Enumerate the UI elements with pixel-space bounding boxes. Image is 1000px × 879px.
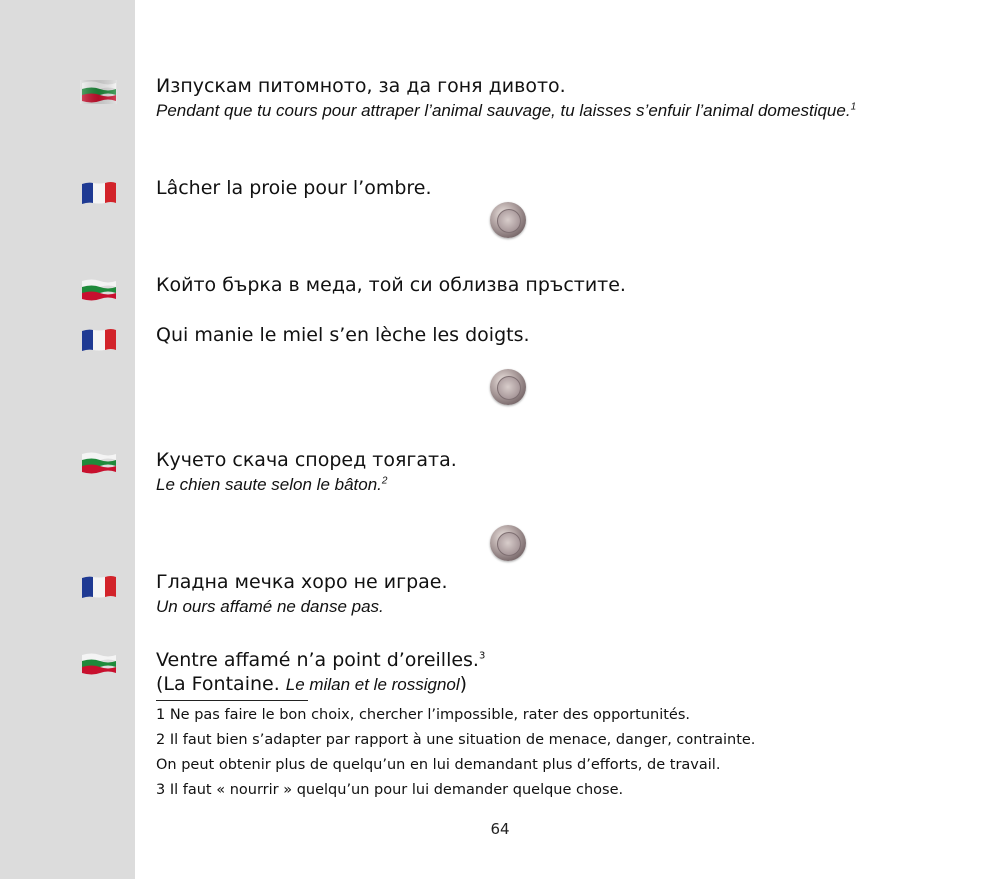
footnote-2: 2 Il faut bien s’adapter par rapport à une situation de menace, danger, contrainte. — [156, 732, 756, 748]
page-margin-band — [0, 0, 135, 879]
proverb-entry-4 — [156, 323, 876, 347]
footnote-1: 1 Ne pas faire le bon choix, chercher l’impossible, rater des opportunités. — [156, 707, 690, 723]
source-author: (La Fontaine. — [156, 673, 280, 695]
proverb-text: Ventre affamé n’a point d’oreilles.$^3$ — [156, 649, 486, 671]
coin-ornament-icon — [490, 369, 526, 405]
proverb-entry-3 — [156, 273, 876, 297]
proverb-text: Qui manie le miel s’en lèche les doigts. — [156, 324, 530, 346]
source-work: Le milan et le rossignol — [285, 675, 460, 694]
footnote-ref: 1 — [850, 101, 857, 113]
bulgarian-flag-icon — [80, 80, 117, 104]
proverb-source — [156, 672, 876, 697]
proverb-entry-1 — [156, 74, 876, 123]
proverb-text: Lâcher la proie pour l’ombre. — [156, 177, 432, 199]
coin-ornament-icon — [490, 202, 526, 238]
proverb-entry-5 — [156, 448, 876, 497]
proverb-translation: Un ours affamé ne danse pas. — [156, 597, 384, 616]
proverb-text: Кучето скача според тоягата. — [156, 449, 457, 471]
french-flag-icon — [80, 328, 117, 352]
proverb-text: Гладна мечка хоро не играе. — [156, 571, 448, 593]
bulgarian-flag-icon — [80, 652, 117, 676]
bulgarian-flag-icon — [80, 278, 117, 302]
footnote-ref: 2 — [381, 475, 388, 487]
footnote-3: 3 Il faut « nourrir » quelqu’un pour lui demander quelque chose. — [156, 782, 624, 798]
footnote-divider — [156, 700, 308, 701]
coin-ornament-icon — [490, 525, 526, 561]
bulgarian-flag-icon — [80, 451, 117, 475]
proverb-translation: Le chien saute selon le bâton.$^2$ — [156, 475, 388, 494]
footnote-ref: 3 — [478, 650, 486, 662]
proverb-translation: Pendant que tu cours pour attraper l’animal sauvage, tu laisses s’enfuir l’animal domestique.$^1$ — [156, 101, 857, 120]
footnote-2-continued: On peut obtenir plus de quelqu’un en lui demandant plus d’efforts, de travail. — [156, 757, 721, 773]
proverb-text: Който бърка в меда, той си облизва пръстите. — [156, 274, 626, 296]
french-flag-icon — [80, 181, 117, 205]
french-flag-icon — [80, 575, 117, 599]
proverb-entry-2 — [156, 176, 876, 200]
proverb-text: Изпускам питомното, за да гоня дивото. — [156, 75, 566, 97]
source-close: ) — [459, 673, 468, 695]
footnotes — [156, 703, 916, 803]
proverb-entry-7 — [156, 648, 876, 697]
proverb-entry-6 — [156, 570, 876, 619]
page-number: 64 — [490, 820, 510, 838]
